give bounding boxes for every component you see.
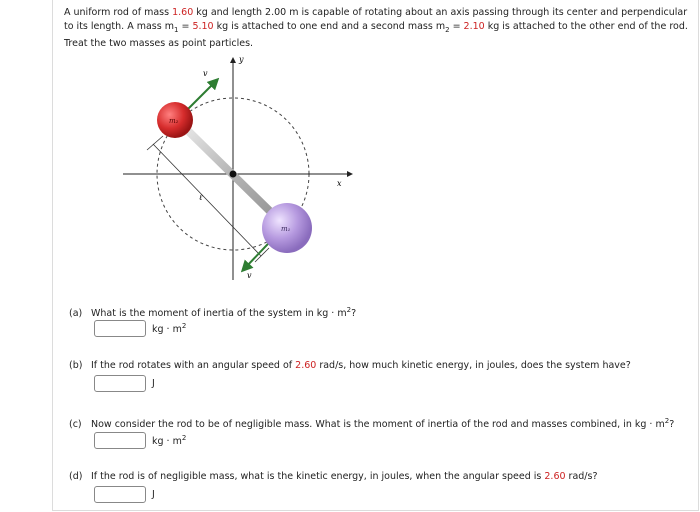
rod-mass-value: 1.60 <box>172 7 194 18</box>
mass-m2-label: m₂ <box>169 117 179 125</box>
superscript: 2 <box>664 417 670 425</box>
intro-text: kg is attached to the other end of the rod. Treat the two masses as point particles. <box>64 21 688 49</box>
subscript: 1 <box>173 25 179 34</box>
superscript: 2 <box>346 306 352 314</box>
question-tag: (c) <box>69 419 82 431</box>
angular-speed-value: 2.60 <box>295 360 317 371</box>
length-dimension-line <box>153 144 261 256</box>
angular-speed-value: 2.60 <box>544 471 566 482</box>
intro-text: = <box>449 21 464 32</box>
unit-text: kg · m <box>152 324 182 336</box>
m2-value: 2.10 <box>463 21 485 32</box>
intro-text: kg is attached to one end and a second mass m <box>213 21 446 32</box>
answer-input-c[interactable] <box>94 432 146 449</box>
question-text: rad/s? <box>565 471 598 482</box>
m1-value: 5.10 <box>192 21 214 32</box>
question-text: ? <box>351 308 357 320</box>
answer-input-b[interactable] <box>94 375 146 392</box>
answer-unit-a <box>152 322 186 335</box>
answer-unit-b: J <box>152 378 155 389</box>
answer-row-b <box>94 375 155 392</box>
question-tag: (d) <box>69 471 83 482</box>
question-tag: (a) <box>69 308 83 320</box>
answer-input-d[interactable] <box>94 486 146 503</box>
question-text: If the rod is of negligible mass, what is the kinetic energy, in joules, when the angular speed is <box>91 471 545 482</box>
unit-superscript: 2 <box>181 433 187 442</box>
answer-unit-d: J <box>152 489 155 500</box>
question-tag: (b) <box>69 360 83 371</box>
question-c <box>69 415 674 431</box>
intro-text: kg and length 2.00 m is capable of rotating about an axis passing through its center and perpendicular to its length. A mass m <box>64 7 688 32</box>
unit-text: kg · m <box>152 436 182 448</box>
unit-superscript: 2 <box>181 321 187 330</box>
answer-unit-c <box>152 434 186 447</box>
question-text: What is the moment of inertia of the system in kg · m <box>91 308 347 320</box>
question-text: rad/s, how much kinetic energy, in joules, does the system have? <box>316 360 631 371</box>
question-b <box>69 359 631 372</box>
problem-statement <box>64 6 689 51</box>
question-text: If the rod rotates with an angular speed of <box>91 360 296 371</box>
question-text: Now consider the rod to be of negligible mass. What is the moment of inertia of the rod and masses combined, in kg · m <box>91 419 665 431</box>
answer-row-a <box>94 320 186 337</box>
dimension-tick-top <box>147 136 163 150</box>
intro-text: = <box>178 21 193 32</box>
velocity-label-m1: v <box>247 271 252 280</box>
answer-row-c <box>94 432 186 449</box>
answer-input-a[interactable] <box>94 320 146 337</box>
intro-text: A uniform rod of mass <box>64 7 173 18</box>
x-axis-label: x <box>337 179 342 188</box>
question-d <box>69 470 598 483</box>
question-text: ? <box>669 419 675 431</box>
mass-m1-label: m₁ <box>281 225 291 233</box>
velocity-label-m2: v <box>203 69 208 78</box>
length-label: ℓ <box>199 193 203 202</box>
rotation-axis-pivot <box>230 171 237 178</box>
rotating-rod-diagram <box>105 50 365 285</box>
answer-row-d <box>94 486 155 503</box>
question-a <box>69 304 356 320</box>
subscript: 2 <box>445 25 450 34</box>
y-axis-label: y <box>239 55 244 64</box>
